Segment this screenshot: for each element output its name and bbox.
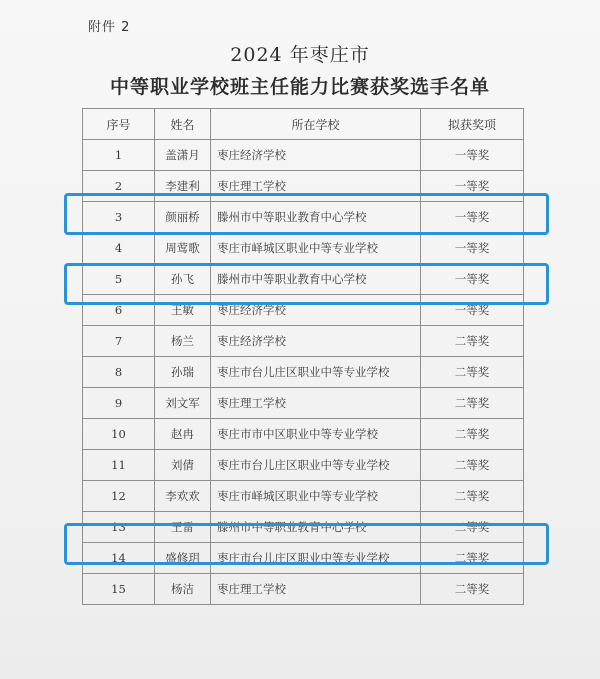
cell-award: 二等奖: [421, 326, 524, 357]
table-row: [83, 202, 524, 233]
cell-school: 枣庄市峄城区职业中等专业学校: [211, 481, 421, 512]
cell-name: 孙飞: [155, 264, 211, 295]
cell-no: 13: [83, 512, 155, 543]
cell-name: 刘倩: [155, 450, 211, 481]
cell-no: 7: [83, 326, 155, 357]
award-table: [82, 108, 524, 605]
cell-no: 2: [83, 171, 155, 202]
table-row: [83, 295, 524, 326]
cell-award: 一等奖: [421, 171, 524, 202]
cell-school: 枣庄理工学校: [211, 388, 421, 419]
cell-school: 枣庄经济学校: [211, 295, 421, 326]
cell-award: 一等奖: [421, 233, 524, 264]
cell-no: 4: [83, 233, 155, 264]
cell-name: 盖潇月: [155, 140, 211, 171]
cell-school: 枣庄经济学校: [211, 140, 421, 171]
table-row: [83, 450, 524, 481]
cell-school: 滕州市中等职业教育中心学校: [211, 512, 421, 543]
cell-award: 二等奖: [421, 357, 524, 388]
cell-school: 枣庄市市中区职业中等专业学校: [211, 419, 421, 450]
table-row: [83, 419, 524, 450]
title-line-1: 2024 年枣庄市: [230, 44, 370, 66]
table-row: [83, 326, 524, 357]
table-row: [83, 140, 524, 171]
cell-school: 枣庄市台儿庄区职业中等专业学校: [211, 357, 421, 388]
cell-school: 枣庄经济学校: [211, 326, 421, 357]
cell-name: 周莺歌: [155, 233, 211, 264]
cell-name: 盛修玥: [155, 543, 211, 574]
cell-name: 杨洁: [155, 574, 211, 605]
cell-no: 15: [83, 574, 155, 605]
cell-award: 一等奖: [421, 202, 524, 233]
cell-award: 二等奖: [421, 574, 524, 605]
table-row: [83, 171, 524, 202]
cell-school: 滕州市中等职业教育中心学校: [211, 264, 421, 295]
cell-school: 枣庄市峄城区职业中等专业学校: [211, 233, 421, 264]
cell-school: 枣庄理工学校: [211, 574, 421, 605]
cell-no: 5: [83, 264, 155, 295]
cell-award: 二等奖: [421, 543, 524, 574]
cell-name: 王雷: [155, 512, 211, 543]
header-school: 所在学校: [211, 109, 421, 140]
header-name: 姓名: [155, 109, 211, 140]
header-award: 拟获奖项: [421, 109, 524, 140]
table-header-row: [83, 109, 524, 140]
cell-no: 3: [83, 202, 155, 233]
cell-name: 李欢欢: [155, 481, 211, 512]
table-row: [83, 512, 524, 543]
table-row: [83, 357, 524, 388]
table-row: [83, 233, 524, 264]
cell-no: 1: [83, 140, 155, 171]
cell-no: 6: [83, 295, 155, 326]
cell-award: 一等奖: [421, 140, 524, 171]
cell-award: 一等奖: [421, 295, 524, 326]
title-line-2: 中等职业学校班主任能力比赛获奖选手名单: [109, 76, 490, 98]
cell-name: 王敏: [155, 295, 211, 326]
cell-name: 刘文军: [155, 388, 211, 419]
cell-school: 枣庄市台儿庄区职业中等专业学校: [211, 543, 421, 574]
cell-school: 枣庄理工学校: [211, 171, 421, 202]
cell-no: 12: [83, 481, 155, 512]
table-row: [83, 574, 524, 605]
cell-school: 滕州市中等职业教育中心学校: [211, 202, 421, 233]
cell-name: 李建利: [155, 171, 211, 202]
table-row: [83, 388, 524, 419]
table-row: [83, 481, 524, 512]
cell-award: 一等奖: [421, 264, 524, 295]
cell-no: 8: [83, 357, 155, 388]
attachment-label: 附件 2: [88, 20, 131, 35]
cell-no: 11: [83, 450, 155, 481]
header-no: 序号: [83, 109, 155, 140]
table-row: [83, 264, 524, 295]
cell-name: 杨兰: [155, 326, 211, 357]
cell-name: 孙瑞: [155, 357, 211, 388]
table-row: [83, 543, 524, 574]
cell-award: 二等奖: [421, 388, 524, 419]
cell-name: 颜丽桥: [155, 202, 211, 233]
cell-award: 二等奖: [421, 481, 524, 512]
cell-school: 枣庄市台儿庄区职业中等专业学校: [211, 450, 421, 481]
cell-award: 二等奖: [421, 419, 524, 450]
cell-no: 10: [83, 419, 155, 450]
cell-no: 9: [83, 388, 155, 419]
cell-award: 二等奖: [421, 450, 524, 481]
cell-name: 赵冉: [155, 419, 211, 450]
cell-award: 二等奖: [421, 512, 524, 543]
cell-no: 14: [83, 543, 155, 574]
